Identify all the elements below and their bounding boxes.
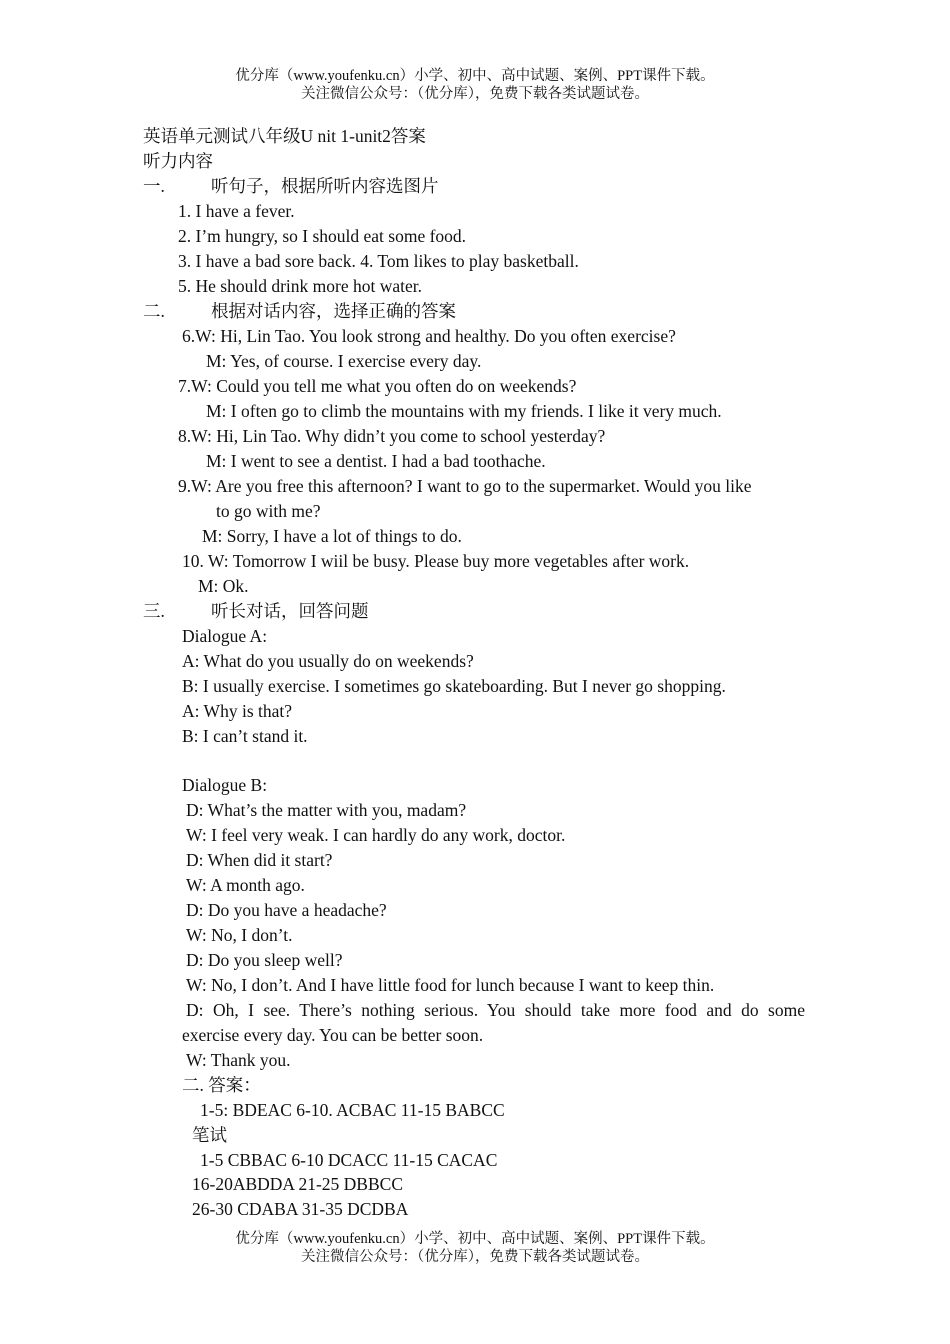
page-header (0, 67, 950, 103)
dialogue-line: M: I often go to climb the mountains with my friends. I like it very much. (206, 401, 722, 421)
dialogue-line: M: I went to see a dentist. I had a bad toothache. (206, 451, 546, 471)
dialogue-line: M: Ok. (198, 576, 249, 596)
dialogue-line: M: Yes, of course. I exercise every day. (206, 351, 482, 371)
list-item: 5. He should drink more hot water. (178, 276, 422, 296)
dialogue-line: W: Thank you. (186, 1050, 291, 1070)
list-item: 2. I’m hungry, so I should eat some food. (178, 226, 467, 246)
dialogue-line: D: Do you sleep well? (186, 950, 343, 970)
dialogue-line: to go with me? (216, 501, 321, 521)
dialogue-line: D: Oh, I see. There’s nothing serious. You should take more food and do some (186, 1000, 805, 1020)
dialogue-a-title: Dialogue A: (182, 626, 268, 646)
dialogue-line: W: A month ago. (186, 875, 305, 895)
list-item: 1. I have a fever. (178, 201, 295, 221)
dialogue-line: exercise every day. You can be better soon. (182, 1025, 484, 1045)
header-line-2: 关注微信公众号：（优分库），免费下载各类试题试卷。 (301, 86, 649, 102)
footer-line-1: 优分库（www.youfenku.cn）小学、初中、高中试题、案例、PPT课件下载。 (235, 1231, 715, 1247)
dialogue-line: 6.W: Hi, Lin Tao. You look strong and healthy. Do you often exercise? (182, 326, 676, 346)
section-3-title: 听长对话，回答问题 (211, 601, 369, 621)
answer-line: 26-30 CDABA 31-35 DCDBA (192, 1199, 409, 1219)
dialogue-line: 8.W: Hi, Lin Tao. Why didn’t you come to school yesterday? (178, 426, 606, 446)
answers-heading: 二. 答案： (182, 1075, 261, 1095)
header-line-1: 优分库（www.youfenku.cn）小学、初中、高中试题、案例、PPT课件下载。 (235, 68, 715, 84)
dialogue-line: D: When did it start? (186, 850, 333, 870)
answer-line: 1-5: BDEAC 6-10. ACBAC 11-15 BABCC (200, 1100, 505, 1120)
list-item: 3. I have a bad sore back. 4. Tom likes to play basketball. (178, 251, 579, 271)
dialogue-line: W: No, I don’t. (186, 925, 293, 945)
dialogue-line: W: I feel very weak. I can hardly do any work, doctor. (186, 825, 566, 845)
section-3-number: 三. (143, 601, 165, 621)
page-footer (0, 1230, 950, 1266)
answer-line: 16-20ABDDA 21-25 DBBCC (192, 1174, 403, 1194)
dialogue-line: M: Sorry, I have a lot of things to do. (202, 526, 462, 546)
dialogue-line: 7.W: Could you tell me what you often do on weekends? (178, 376, 577, 396)
written-heading: 笔试 (192, 1125, 227, 1145)
document-title: 英语单元测试八年级U nit 1-unit2答案 (143, 126, 426, 146)
dialogue-line: 9.W: Are you free this afternoon? I want to go to the supermarket. Would you like (178, 476, 752, 496)
section-1-title: 听句子，根据所听内容选图片 (211, 176, 439, 196)
dialogue-line: 10. W: Tomorrow I wiil be busy. Please buy more vegetables after work. (182, 551, 690, 571)
section-2-heading (143, 299, 456, 324)
answer-line: 1-5 CBBAC 6-10 DCACC 11-15 CACAC (200, 1150, 498, 1170)
section-1-number: 一. (143, 176, 165, 196)
document-subtitle: 听力内容 (143, 151, 213, 171)
dialogue-line: D: Do you have a headache? (186, 900, 387, 920)
dialogue-line: D: What’s the matter with you, madam? (186, 800, 467, 820)
dialogue-line: B: I usually exercise. I sometimes go skateboarding. But I never go shopping. (182, 676, 726, 696)
section-2-title: 根据对话内容，选择正确的答案 (211, 301, 456, 321)
section-1-heading (143, 174, 439, 199)
section-3-heading (143, 599, 369, 624)
dialogue-line: A: What do you usually do on weekends? (182, 651, 474, 671)
footer-line-2: 关注微信公众号：（优分库），免费下载各类试题试卷。 (301, 1249, 649, 1265)
dialogue-line: W: No, I don’t. And I have little food for lunch because I want to keep thin. (186, 975, 715, 995)
dialogue-line: A: Why is that? (182, 701, 293, 721)
dialogue-b-title: Dialogue B: (182, 775, 268, 795)
dialogue-line: B: I can’t stand it. (182, 726, 308, 746)
section-2-number: 二. (143, 301, 165, 321)
